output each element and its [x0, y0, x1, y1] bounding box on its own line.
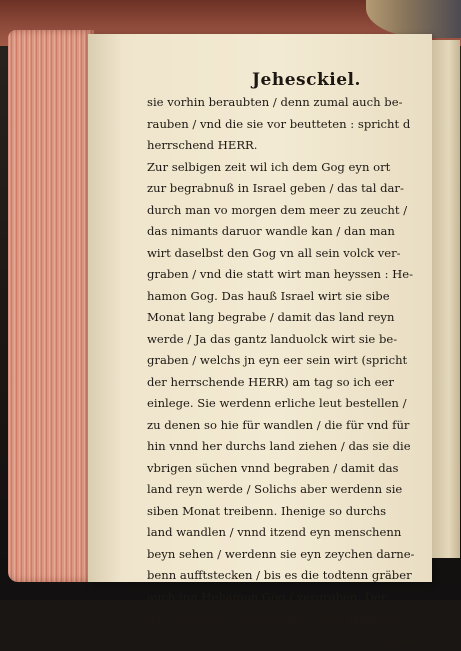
text-line: benn aufftstecken / bis es die todtenn gräber	[147, 565, 417, 587]
text-line: durch man vo morgen dem meer zu zeucht /	[147, 200, 417, 222]
text-line: land reyn werde / Solichs aber werdenn sie	[147, 479, 417, 501]
text-line: einlege. Sie werdenn erliche leut bestellen /	[147, 393, 417, 415]
text-line: graben / vnd die statt wirt man heyssen : He-	[147, 264, 417, 286]
facing-page-edge	[432, 40, 460, 558]
text-line: vbrigen süchen vnnd begraben / damit das	[147, 458, 417, 480]
text-line: Zur selbigen zeit wil ich dem Gog eyn ort	[147, 157, 417, 179]
text-line: graben / welchs jn eyn eer sein wirt (spricht	[147, 350, 417, 372]
text-line: werde / Ja das gantz landuolck wirt sie be-	[147, 329, 417, 351]
text-line-last: heyssen	[147, 630, 417, 651]
running-header: Jehesckiel.	[252, 70, 361, 90]
text-line: der herrschende HERR) am tag so ich eer	[147, 372, 417, 394]
text-line: rauben / vnd die sie vor beutteten : spricht d	[147, 114, 417, 136]
text-block	[147, 92, 417, 651]
text-line: beyn sehen / werdenn sie eyn zeychen darne-	[147, 544, 417, 566]
text-line: nam aber der statt daselbst / wirt Hamona	[147, 608, 417, 630]
text-line: Monat lang begrabe / damit das land reyn	[147, 307, 417, 329]
text-line: siben Monat treibenn. Ihenige so durchs	[147, 501, 417, 523]
text-line: herrschend HERR.	[147, 135, 417, 157]
page-edges	[8, 30, 94, 582]
text-line: zur begrabnuß in Israel geben / das tal dar-	[147, 178, 417, 200]
text-line: hin vnnd her durchs land ziehen / das sie die	[147, 436, 417, 458]
text-line: das nimants daruor wandle kan / dan man	[147, 221, 417, 243]
text-line: sie vorhin beraubten / denn zumal auch be-	[147, 92, 417, 114]
text-line: hamon Gog. Das hauß Israel wirt sie sibe	[147, 286, 417, 308]
text-line: auch inn Hehamon Gog / vergraben. Der	[147, 587, 417, 609]
text-line: wirt daselbst den Gog vn all sein volck ver-	[147, 243, 417, 265]
text-line: zu denen so hie für wandlen / die für vnd für	[147, 415, 417, 437]
text-line: land wandlen / vnnd itzend eyn menschenn	[147, 522, 417, 544]
